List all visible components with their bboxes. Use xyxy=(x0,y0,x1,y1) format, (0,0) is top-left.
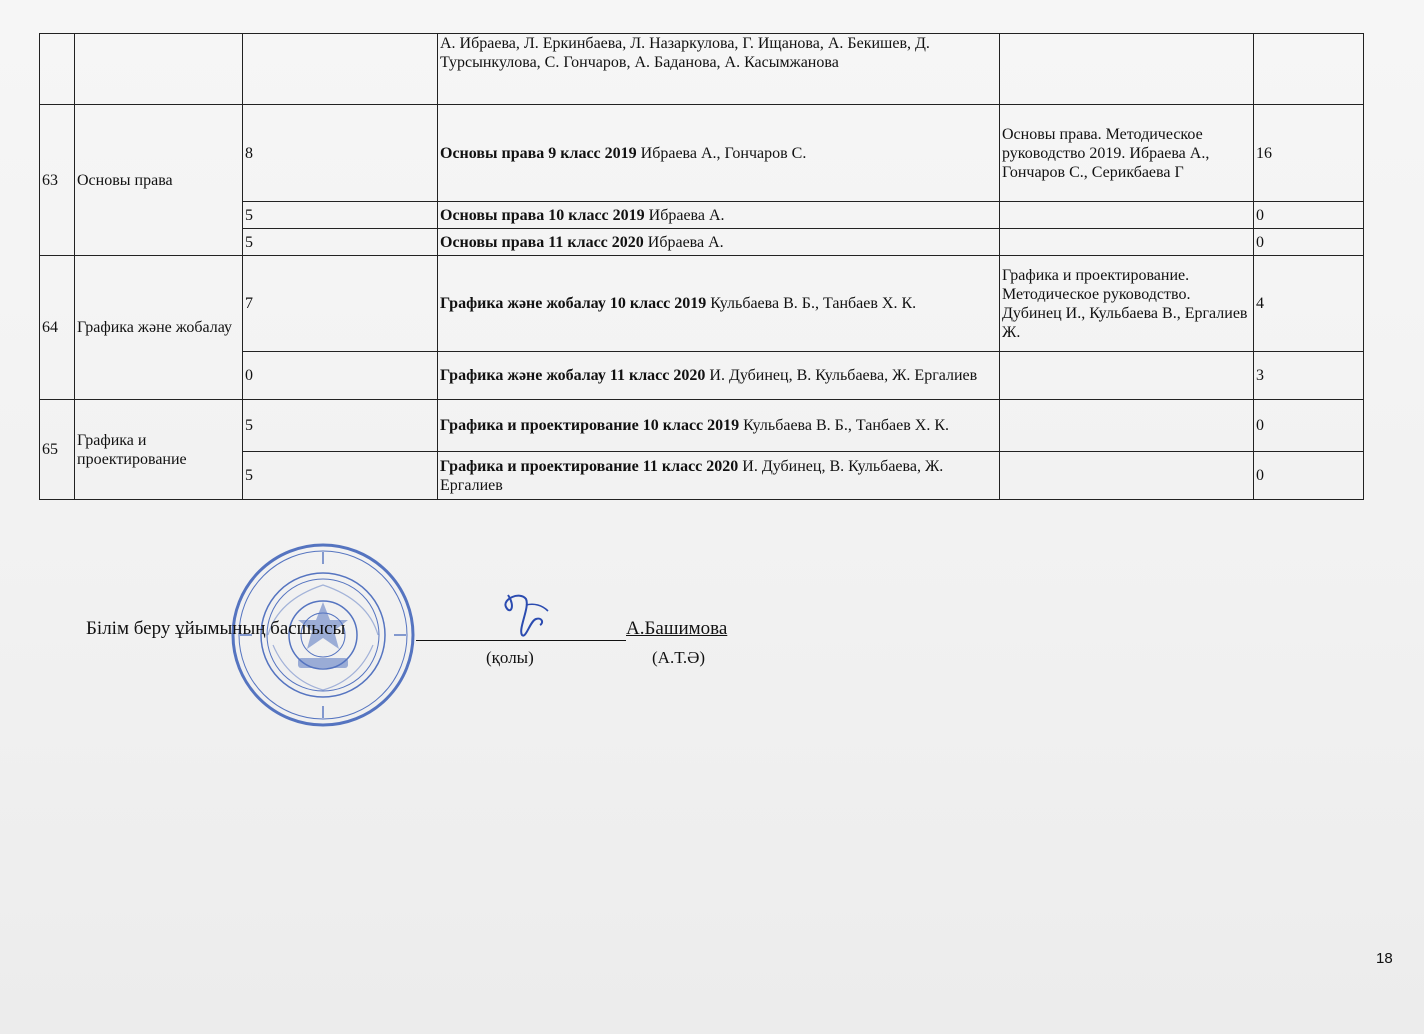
head-title-label: Білім беру ұйымының басшысы xyxy=(86,618,346,639)
textbook-cell xyxy=(438,229,1000,256)
hours-cell: 5 xyxy=(243,400,438,452)
hours-cell xyxy=(243,34,438,105)
name-caption: (А.Т.Ә) xyxy=(652,648,706,667)
textbook-authors: Ибраева А. xyxy=(644,206,725,224)
textbook-authors: А. Ибраева, Л. Еркинбаева, Л. Назаркулова, Г. Ищанова, А. Бекишев, Д. Турсынкулова, С. Гончаров, А. Баданова, А. Касымжанова xyxy=(440,35,930,71)
hours-cell: 5 xyxy=(243,229,438,256)
textbook-title: Графика и проектирование 10 класс 2019 xyxy=(440,417,740,434)
count-cell: 4 xyxy=(1254,256,1364,352)
guide-cell xyxy=(1000,352,1254,400)
count-cell xyxy=(1254,34,1364,105)
count-cell: 3 xyxy=(1254,352,1364,400)
textbook-cell xyxy=(438,400,1000,452)
textbook-authors: И. Дубинец, В. Кульбаева, Ж. Ергалиев xyxy=(440,457,944,494)
guide-cell xyxy=(1000,452,1254,500)
subject-cell: Графика и проектирование xyxy=(75,400,243,500)
hours-cell: 0 xyxy=(243,352,438,400)
hours-cell: 5 xyxy=(243,452,438,500)
textbook-cell xyxy=(438,452,1000,500)
hours-cell: 5 xyxy=(243,202,438,229)
textbook-authors: И. Дубинец, В. Кульбаева, Ж. Ергалиев xyxy=(705,367,978,384)
subject-cell: Графика және жобалау xyxy=(75,256,243,400)
textbook-title: Графика және жобалау 11 класс 2020 xyxy=(440,367,706,384)
guide-cell: Основы права. Методическое руководство 2019. Ибраева А., Гончаров С., Серикбаева Г xyxy=(1000,105,1254,202)
count-cell: 0 xyxy=(1254,452,1364,500)
subject-cell: Основы права xyxy=(75,105,243,256)
textbook-authors: Кульбаева В. Б., Танбаев Х. К. xyxy=(739,417,950,434)
guide-cell xyxy=(1000,202,1254,229)
textbook-cell xyxy=(438,352,1000,400)
row-number-cell: 64 xyxy=(40,256,75,400)
textbook-cell xyxy=(438,34,1000,105)
guide-cell xyxy=(1000,229,1254,256)
textbook-cell xyxy=(438,105,1000,202)
signature-block xyxy=(86,618,786,678)
signer-name: А.Башимова xyxy=(626,618,728,639)
count-cell: 0 xyxy=(1254,202,1364,229)
table-row xyxy=(40,105,1364,202)
guide-cell xyxy=(1000,400,1254,452)
textbook-title: Основы права 9 класс 2019 xyxy=(440,144,637,162)
textbook-title: Графика и проектирование 11 класс 2020 xyxy=(440,457,739,475)
textbook-cell xyxy=(438,202,1000,229)
textbook-title: Графика және жобалау 10 класс 2019 xyxy=(440,295,707,312)
table-row xyxy=(40,400,1364,452)
textbook-cell xyxy=(438,256,1000,352)
row-number-cell: 65 xyxy=(40,400,75,500)
textbook-authors: Ибраева А., Гончаров С. xyxy=(636,144,807,162)
table-row xyxy=(40,256,1364,352)
textbook-title: Основы права 10 класс 2019 xyxy=(440,206,645,224)
subject-cell xyxy=(75,34,243,105)
count-cell: 0 xyxy=(1254,229,1364,256)
table-row xyxy=(40,34,1364,105)
signature-line xyxy=(416,640,626,641)
signature-caption: (қолы) xyxy=(486,648,534,667)
textbook-table xyxy=(39,33,1364,500)
textbook-authors: Кульбаева В. Б., Танбаев Х. К. xyxy=(706,295,917,312)
textbook-title: Основы права 11 класс 2020 xyxy=(440,233,644,251)
row-number-cell: 63 xyxy=(40,105,75,256)
textbook-authors: Ибраева А. xyxy=(643,233,724,251)
row-number-cell xyxy=(40,34,75,105)
guide-cell xyxy=(1000,34,1254,105)
page-number: 18 xyxy=(1376,950,1393,967)
count-cell: 16 xyxy=(1254,105,1364,202)
hours-cell: 7 xyxy=(243,256,438,352)
hours-cell: 8 xyxy=(243,105,438,202)
count-cell: 0 xyxy=(1254,400,1364,452)
guide-cell: Графика и проектирование. Методическое руководство. Дубинец И., Кульбаева В., Ергалиев Ж. xyxy=(1000,256,1254,352)
